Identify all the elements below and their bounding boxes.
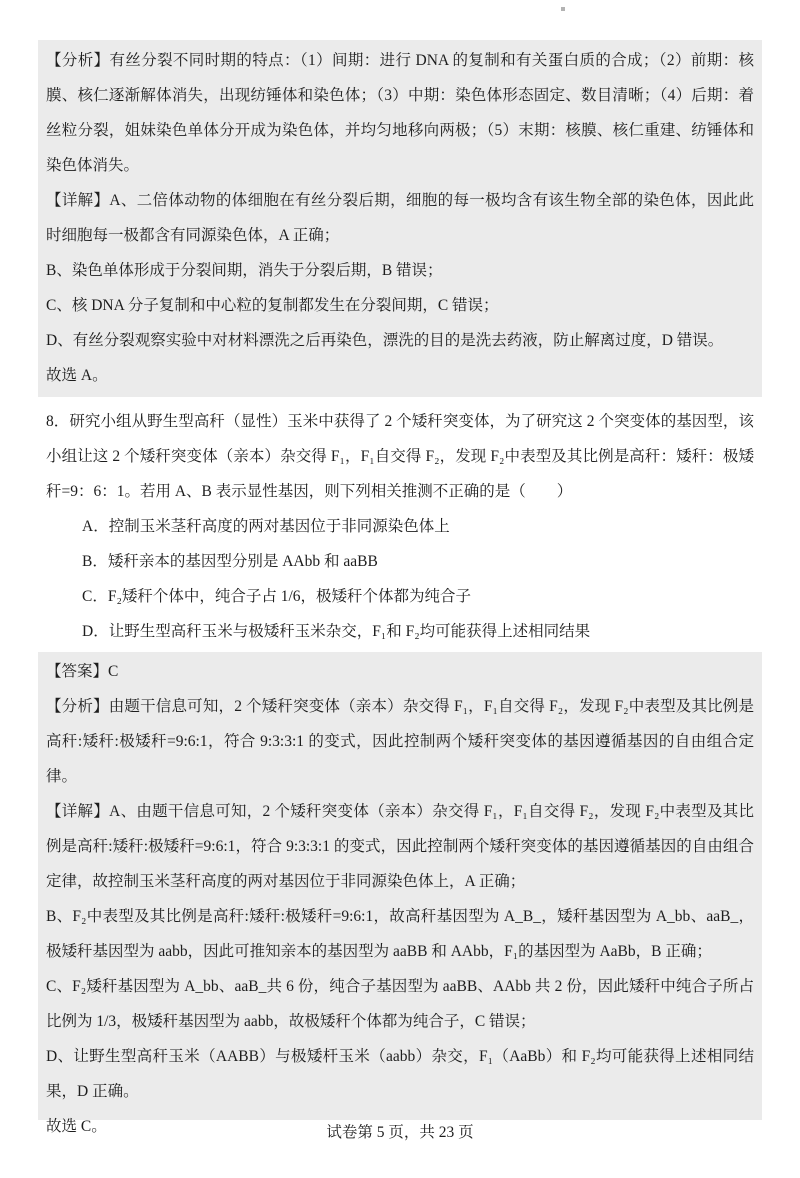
q7-detail-paragraph-d: D、有丝分裂观察实验中对材料漂洗之后再染色，漂洗的目的是洗去药液，防止解离过度，D 错误。 <box>46 332 724 349</box>
q8-answer-line: 【答案】C <box>46 663 119 680</box>
question-8 <box>38 404 762 652</box>
question-8-option-d: D．让野生型高秆玉米与极矮秆玉米杂交，F₁和 F₂均可能获得上述相同结果 <box>82 623 591 640</box>
question-8-option-b: B．矮秆亲本的基因型分别是 AAbb 和 aaBB <box>82 553 378 570</box>
question-8-option-c: C．F₂矮秆个体中，纯合子占 1/6，极矮秆个体都为纯合子 <box>82 588 472 605</box>
scan-artifact-dot <box>561 7 565 11</box>
q8-detail-paragraph-c: C、F₂矮秆基因型为 A_bb、aaB_共 6 份，纯合子基因型为 aaBB、AAbb 共 2 份，因此矮秆中纯合子所占比例为 1/3，极矮秆基因型为 aabb，故极矮秆个体都为纯合子，C 错误； <box>46 978 754 1030</box>
q8-detail-paragraph-a: 【详解】A、由题干信息可知，2 个矮秆突变体（亲本）杂交得 F₁，F₁自交得 F₂，发现 F₂中表型及其比例是高秆:矮秆:极矮秆=9:6:1，符合 9:3:3:1 的变式，因此控制两个矮秆突变体的基因遵循基因的自由组合定律，故控制玉米茎秆高度的两对基因位于非同源染色体上，A 正确； <box>46 803 754 890</box>
q7-detail-paragraph-a: 【详解】A、二倍体动物的体细胞在有丝分裂后期，细胞的每一极均含有该生物全部的染色体，因此此时细胞每一极都含有同源染色体，A 正确； <box>46 192 754 244</box>
q8-detail-paragraph-d: D、让野生型高秆玉米（AABB）与极矮杆玉米（aabb）杂交，F₁（AaBb）和 F₂均可能获得上述相同结果，D 正确。 <box>46 1048 754 1100</box>
explanation-block-q7 <box>38 40 762 397</box>
q7-analysis-paragraph: 【分析】有丝分裂不同时期的特点：（1）间期：进行 DNA 的复制和有关蛋白质的合成；（2）前期：核膜、核仁逐渐解体消失，出现纺锤体和染色体；（3）中期：染色体形态固定、数目清晰；（4）后期：着丝粒分裂，姐妹染色单体分开成为染色体，并均匀地移向两极；（5）末期：核膜、核仁重建、纺锤体和染色体消失。 <box>46 52 754 174</box>
q7-detail-paragraph-b: B、染色单体形成于分裂间期，消失于分裂后期，B 错误； <box>46 262 443 279</box>
q8-analysis-paragraph: 【分析】由题干信息可知，2 个矮秆突变体（亲本）杂交得 F₁，F₁自交得 F₂，发现 F₂中表型及其比例是高秆:矮秆:极矮秆=9:6:1，符合 9:3:3:1 的变式，因此控制两个矮秆突变体的基因遵循基因的自由组合定律。 <box>46 698 754 785</box>
q8-detail-paragraph-b: B、F₂中表型及其比例是高秆:矮秆:极矮秆=9:6:1，故高秆基因型为 A_B_，矮秆基因型为 A_bb、aaB_，极矮秆基因型为 aabb，因此可推知亲本的基因型为 aaBB 和 AAbb，F₁的基因型为 AaBb，B 正确； <box>46 908 754 960</box>
q7-final-answer-line: 故选 A。 <box>46 367 108 384</box>
question-8-option-a: A．控制玉米茎秆高度的两对基因位于非同源染色体上 <box>82 518 450 535</box>
page-number-footer: 试卷第 5 页，共 23 页 <box>326 1124 474 1141</box>
q8-final-answer-line: 故选 C。 <box>46 1118 107 1135</box>
question-8-stem: 8．研究小组从野生型高秆（显性）玉米中获得了 2 个矮秆突变体，为了研究这 2 个突变体的基因型，该小组让这 2 个矮秆突变体（亲本）杂交得 F₁，F₁自交得 F₂，发现 F₂中表型及其比例是高秆：矮秆：极矮秆=9：6：1。若用 A、B 表示显性基因，则下列相关推测不正确的是（ ） <box>46 413 754 500</box>
q7-detail-paragraph-c: C、核 DNA 分子复制和中心粒的复制都发生在分裂间期，C 错误； <box>46 297 499 314</box>
